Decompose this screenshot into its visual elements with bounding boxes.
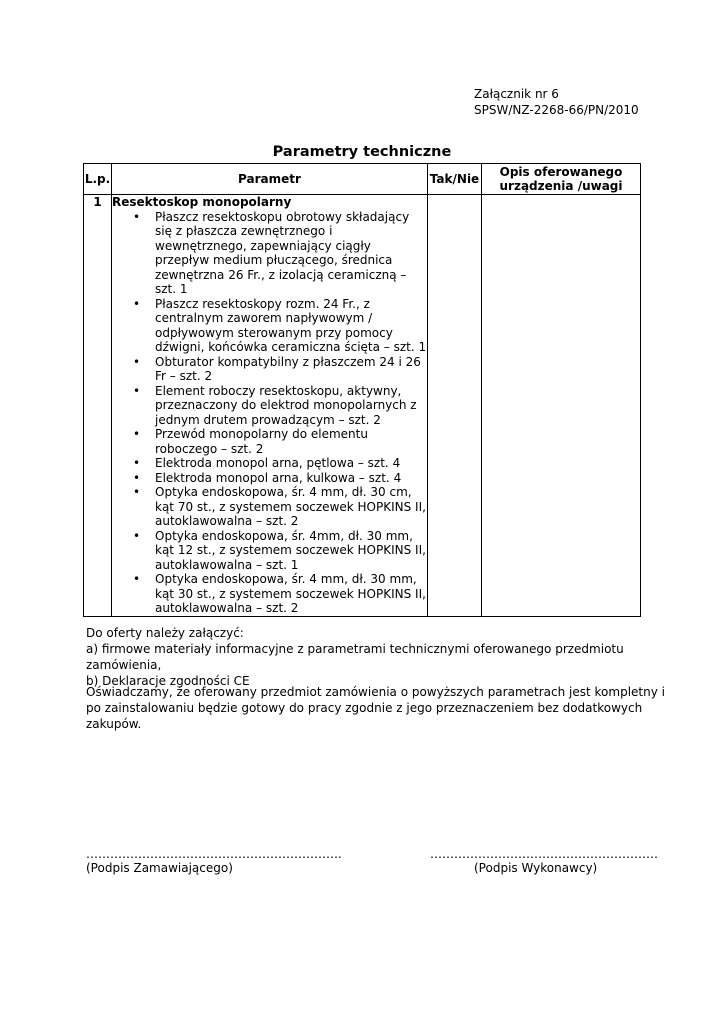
signature-line-left: ………………………………………………………. <box>86 847 342 861</box>
signature-label-right: (Podpis Wykonawcy) <box>474 861 598 875</box>
opis-cell <box>482 195 641 617</box>
column-header-taknie: Tak/Nie <box>428 164 482 195</box>
page-title: Parametry techniczne <box>272 144 452 160</box>
list-item: • Elektroda monopol arna, kulkowa – szt. 4 <box>155 471 427 486</box>
attachment-a: a) firmowe materiały informacyjne z parametrami technicznymi oferowanego przedmiotu zamówienia, <box>86 642 624 672</box>
signature-label-left: (Podpis Zamawiającego) <box>86 861 233 875</box>
list-item: • Elektroda monopol arna, pętlowa – szt. 4 <box>155 456 427 471</box>
table-row <box>84 195 641 617</box>
list-item: • Przewód monopolarny do elementu roboczego – szt. 2 <box>155 427 427 456</box>
list-item: • Obturator kompatybilny z płaszczem 24 i 26 Fr – szt. 2 <box>155 355 427 384</box>
column-header-lp: L.p. <box>84 164 112 195</box>
list-item: • Optyka endoskopowa, śr. 4 mm, dł. 30 mm, kąt 30 st., z systemem soczewek HOPKINS II, autoklawowalna – szt. 2 <box>155 572 427 616</box>
list-item: • Element roboczy resektoskopu, aktywny, przeznaczony do elektrod monopolarnych z jednym drutem prowadzącym – szt. 2 <box>155 384 427 428</box>
list-item: • Optyka endoskopowa, śr. 4mm, dł. 30 mm, kąt 12 st., z systemem soczewek HOPKINS II, autoklawowalna – szt. 1 <box>155 529 427 573</box>
list-item: • Płaszcz resektoskopu obrotowy składający się z płaszcza zewnętrznego i wewnętrznego, zapewniający ciągły przepływ medium płuczącego, średnica zewnętrzna 26 Fr., z izolacją ceramiczną – szt. 1 <box>155 210 427 297</box>
annex-label: Załącznik nr 6 <box>474 87 559 101</box>
signature-line-right: ………………………………………………… <box>430 847 658 861</box>
attachment-b: b) Deklaracje zgodności CE <box>86 674 250 688</box>
attachments-intro: Do oferty należy załączyć: <box>86 626 244 640</box>
parameter-cell <box>112 195 428 617</box>
header-reference <box>474 86 639 118</box>
row-number: 1 <box>84 195 112 617</box>
parameters-table <box>83 163 641 617</box>
table-header-row <box>84 164 641 195</box>
column-header-parametr: Parametr <box>112 164 428 195</box>
item-title: Resektoskop monopolarny <box>112 195 292 209</box>
reference-number: SPSW/NZ-2268-66/PN/2010 <box>474 103 639 117</box>
declaration-text: Oświadczamy, że oferowany przedmiot zamówienia o powyższych parametrach jest kompletny i po zainstalowaniu będzie gotowy do pracy zgodnie z jego przeznaczeniem bez dodatkowych zakupów. <box>86 685 665 731</box>
attachments-section <box>86 625 666 689</box>
item-list <box>112 210 427 616</box>
list-item: • Optyka endoskopowa, śr. 4 mm, dł. 30 cm, kąt 70 st., z systemem soczewek HOPKINS II, autoklawowalna – szt. 2 <box>155 485 427 529</box>
list-item: • Płaszcz resektoskopy rozm. 24 Fr., z centralnym zaworem napływowym / odpływowym sterowanym przy pomocy dźwigni, końcówka ceramiczna ścięta – szt. 1 <box>155 297 427 355</box>
taknie-cell <box>428 195 482 617</box>
column-header-opis: Opis oferowanego urządzenia /uwagi <box>482 164 641 195</box>
